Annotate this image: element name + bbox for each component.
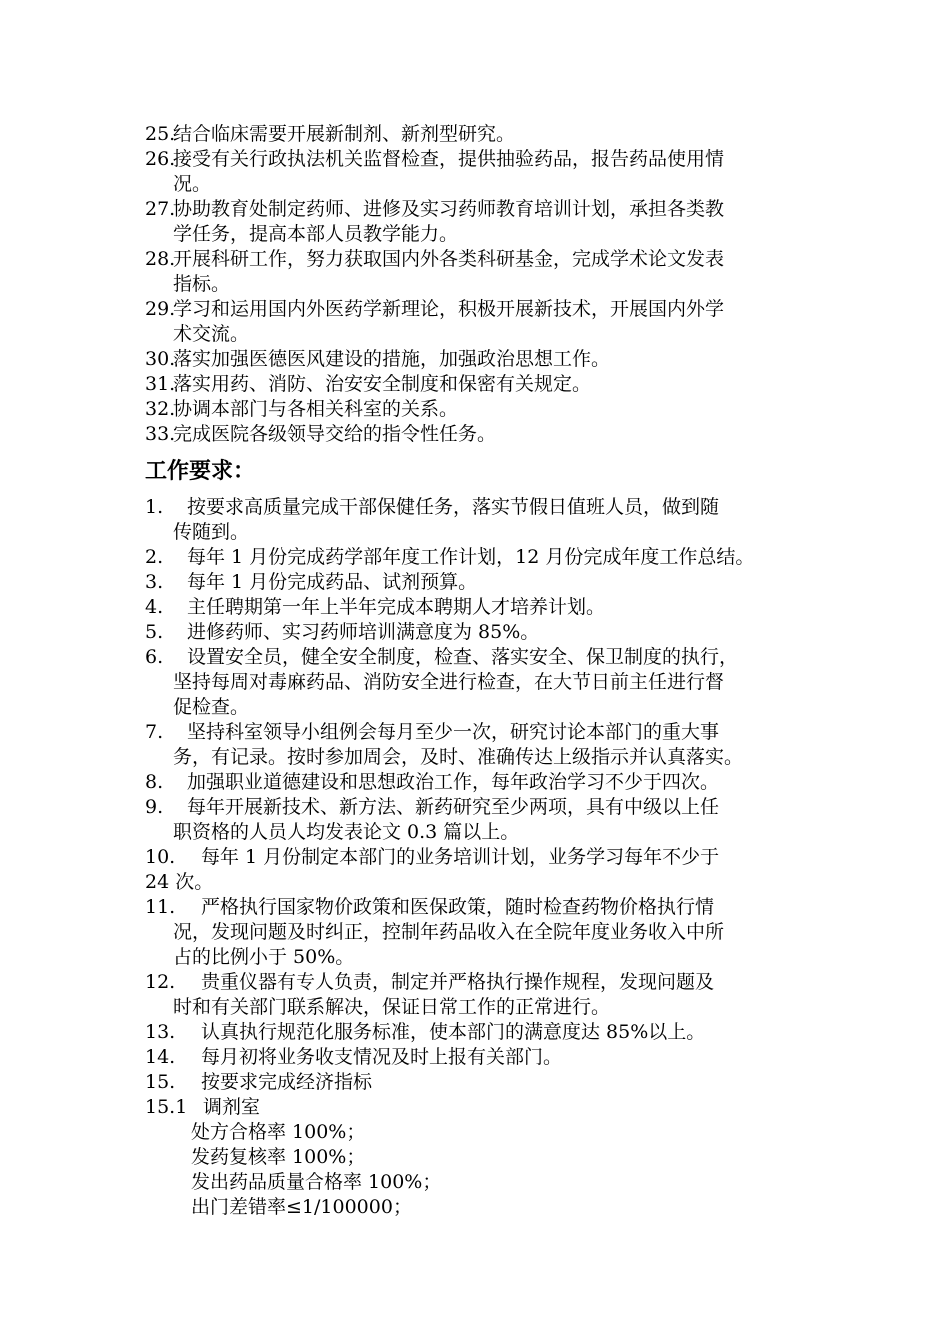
item-text-line: 开展科研工作，努力获取国内外各类科研基金，完成学术论文发表 xyxy=(173,248,725,270)
item-number: 10. xyxy=(145,846,176,868)
item-text-line: 每月初将业务收支情况及时上报有关部门。 xyxy=(201,1046,563,1068)
item-text-line: 认真执行规范化服务标准，使本部门的满意度达 85%以上。 xyxy=(201,1021,706,1043)
item-text-line: 加强职业道德建设和思想政治工作，每年政治学习不少于四次。 xyxy=(187,771,720,793)
item-number: 28. xyxy=(145,248,176,270)
item-text-line: 贵重仪器有专人负责，制定并严格执行操作规程，发现问题及 xyxy=(201,971,715,993)
item-number: 1. xyxy=(145,496,164,518)
item-text-line: 协调本部门与各相关科室的关系。 xyxy=(173,398,459,420)
item-text-line: 按要求完成经济指标 xyxy=(201,1071,373,1093)
requirement-item xyxy=(145,970,835,1020)
item-number: 3. xyxy=(145,571,164,593)
item-text-line: 坚持科室领导小组例会每月至少一次，研究讨论本部门的重大事 xyxy=(187,721,720,743)
duty-item xyxy=(145,422,835,447)
item-number: 7. xyxy=(145,721,164,743)
item-text-line: 完成医院各级领导交给的指令性任务。 xyxy=(173,423,497,445)
requirement-item xyxy=(145,845,835,895)
item-number: 27. xyxy=(145,198,176,220)
item-text-line: 主任聘期第一年上半年完成本聘期人才培养计划。 xyxy=(187,596,606,618)
item-text-line: 况。 xyxy=(173,173,212,195)
item-text-line: 学习和运用国内外医药学新理论，积极开展新技术，开展国内外学 xyxy=(173,298,725,320)
item-number: 14. xyxy=(145,1046,176,1068)
item-number: 9. xyxy=(145,796,164,818)
duties-list xyxy=(145,122,835,447)
duty-item xyxy=(145,397,835,422)
duty-item xyxy=(145,347,835,372)
document-page xyxy=(145,122,835,1220)
requirement-item xyxy=(145,1070,835,1095)
item-text-line: 每年 1 月份完成药学部年度工作计划，12 月份完成年度工作总结。 xyxy=(187,546,755,568)
item-text-line: 促检查。 xyxy=(173,696,250,718)
item-number: 4. xyxy=(145,596,164,618)
item-text-line: 接受有关行政执法机关监督检查，提供抽验药品，报告药品使用情 xyxy=(173,148,725,170)
requirement-item xyxy=(145,570,835,595)
item-text-line: 协助教育处制定药师、进修及实习药师教育培训计划，承担各类教 xyxy=(173,198,725,220)
item-text-line: 传随到。 xyxy=(173,521,250,543)
item-text-line: 落实用药、消防、治安安全制度和保密有关规定。 xyxy=(173,373,592,395)
requirement-item xyxy=(145,620,835,645)
item-text-line: 占的比例小于 50%。 xyxy=(173,946,355,968)
duty-item xyxy=(145,197,835,247)
requirement-item xyxy=(145,720,835,770)
item-text-line: 学任务，提高本部人员教学能力。 xyxy=(173,223,459,245)
requirement-item xyxy=(145,1095,835,1120)
requirement-item xyxy=(145,595,835,620)
requirement-item xyxy=(145,770,835,795)
item-number: 12. xyxy=(145,971,176,993)
section-heading: 工作要求： xyxy=(145,459,256,484)
item-text-line: 时和有关部门联系解决，保证日常工作的正常进行。 xyxy=(173,996,611,1018)
item-number: 29. xyxy=(145,298,176,320)
item-text-line: 况，发现问题及时纠正，控制年药品收入在全院年度业务收入中所 xyxy=(173,921,725,943)
item-number: 15.1 xyxy=(145,1096,188,1118)
item-text-line: 进修药师、实习药师培训满意度为 85%。 xyxy=(187,621,540,643)
dispensary-metric: 出门差错率≤1/100000； xyxy=(191,1196,412,1218)
item-text-line: 按要求高质量完成干部保健任务，落实节假日值班人员，做到随 xyxy=(187,496,720,518)
item-number: 26. xyxy=(145,148,176,170)
requirements-list xyxy=(145,495,835,1120)
requirement-item xyxy=(145,895,835,970)
item-text-line: 调剂室 xyxy=(203,1096,261,1118)
duty-item xyxy=(145,372,835,397)
dispensary-metrics xyxy=(145,1120,835,1220)
item-number: 8. xyxy=(145,771,164,793)
item-number: 31. xyxy=(145,373,176,395)
item-text-line: 设置安全员，健全安全制度，检查、落实安全、保卫制度的执行， xyxy=(187,646,739,668)
item-number: 13. xyxy=(145,1021,176,1043)
item-number: 32. xyxy=(145,398,176,420)
item-number: 33. xyxy=(145,423,176,445)
item-text-line: 结合临床需要开展新制剂、新剂型研究。 xyxy=(173,123,516,145)
item-text-line: 每年 1 月份制定本部门的业务培训计划，业务学习每年不少于 xyxy=(201,846,720,868)
duty-item xyxy=(145,122,835,147)
item-text-line: 指标。 xyxy=(173,273,231,295)
item-number: 5. xyxy=(145,621,164,643)
item-text-line: 务，有记录。按时参加周会，及时、准确传达上级指示并认真落实。 xyxy=(173,746,744,768)
item-number: 30. xyxy=(145,348,176,370)
dispensary-metric: 发药复核率 100%； xyxy=(191,1146,366,1168)
requirement-item xyxy=(145,795,835,845)
item-number: 15. xyxy=(145,1071,176,1093)
item-number: 11. xyxy=(145,896,176,918)
item-number: 2. xyxy=(145,546,164,568)
duty-item xyxy=(145,247,835,297)
requirement-item xyxy=(145,1045,835,1070)
item-text-line: 严格执行国家物价政策和医保政策，随时检查药物价格执行情 xyxy=(201,896,715,918)
requirement-item xyxy=(145,1020,835,1045)
dispensary-metric: 处方合格率 100%； xyxy=(191,1121,366,1143)
item-text-line: 每年开展新技术、新方法、新药研究至少两项，具有中级以上任 xyxy=(187,796,720,818)
item-text-line: 24 次。 xyxy=(145,871,214,893)
item-number: 25. xyxy=(145,123,176,145)
item-text-line: 术交流。 xyxy=(173,323,250,345)
requirement-item xyxy=(145,645,835,720)
requirement-item xyxy=(145,545,835,570)
item-text-line: 落实加强医德医风建设的措施，加强政治思想工作。 xyxy=(173,348,611,370)
dispensary-metric: 发出药品质量合格率 100%； xyxy=(191,1171,442,1193)
item-text-line: 坚持每周对毒麻药品、消防安全进行检查，在大节日前主任进行督 xyxy=(173,671,725,693)
item-text-line: 每年 1 月份完成药品、试剂预算。 xyxy=(187,571,478,593)
duty-item xyxy=(145,297,835,347)
duty-item xyxy=(145,147,835,197)
item-number: 6. xyxy=(145,646,164,668)
item-text-line: 职资格的人员人均发表论文 0.3 篇以上。 xyxy=(173,821,520,843)
requirement-item xyxy=(145,495,835,545)
